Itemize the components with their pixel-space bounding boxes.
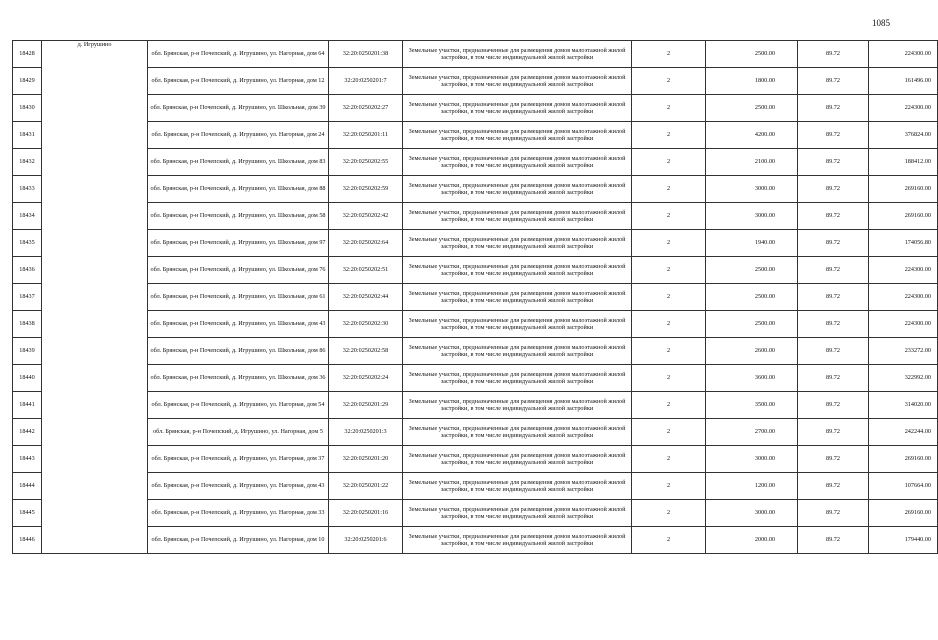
- land-category-cell: Земельные участки, предназначенные для размещения домов малоэтажной жилой застройки, в том числе индивидуальной жилой застройки: [403, 257, 632, 284]
- cadastral-number-cell: 32:20:0250201:6: [329, 527, 403, 554]
- area-cell: 1940.00: [706, 230, 798, 257]
- cadastral-value-cell: 242244.00: [869, 419, 938, 446]
- cadastral-value-cell: 161496.00: [869, 68, 938, 95]
- group-code-cell: 2: [632, 473, 706, 500]
- land-category-cell: Земельные участки, предназначенные для размещения домов малоэтажной жилой застройки, в том числе индивидуальной жилой застройки: [403, 203, 632, 230]
- cadastral-value-cell: 376824.00: [869, 122, 938, 149]
- area-cell: 2500.00: [706, 257, 798, 284]
- table-row: [13, 41, 938, 68]
- specific-value-cell: 89.72: [798, 176, 869, 203]
- row-number: 18439: [13, 338, 42, 365]
- row-number: 18434: [13, 203, 42, 230]
- land-category-cell: Земельные участки, предназначенные для размещения домов малоэтажной жилой застройки, в том числе индивидуальной жилой застройки: [403, 500, 632, 527]
- row-number: 18433: [13, 176, 42, 203]
- land-category-cell: Земельные участки, предназначенные для размещения домов малоэтажной жилой застройки, в том числе индивидуальной жилой застройки: [403, 446, 632, 473]
- table-row: [13, 500, 938, 527]
- address-cell: обл. Брянская, р-н Почепский, д. Игрушино, ул. Школьная, дом 86: [148, 338, 329, 365]
- land-category-cell: Земельные участки, предназначенные для размещения домов малоэтажной жилой застройки, в том числе индивидуальной жилой застройки: [403, 122, 632, 149]
- cadastral-value-cell: 107664.00: [869, 473, 938, 500]
- area-cell: 3500.00: [706, 392, 798, 419]
- group-code-cell: 2: [632, 446, 706, 473]
- address-cell: обл. Брянская, р-н Почепский, д. Игрушино, ул. Школьная, дом 88: [148, 176, 329, 203]
- cadastral-number-cell: 32:20:0250201:38: [329, 41, 403, 68]
- group-code-cell: 2: [632, 500, 706, 527]
- cadastral-number-cell: 32:20:0250202:59: [329, 176, 403, 203]
- address-cell: обл. Брянская, р-н Почепский, д. Игрушино, ул. Нагорная, дом 12: [148, 68, 329, 95]
- specific-value-cell: 89.72: [798, 68, 869, 95]
- cadastral-number-cell: 32:20:0250202:30: [329, 311, 403, 338]
- cadastral-value-cell: 269160.00: [869, 500, 938, 527]
- address-cell: обл. Брянская, р-н Почепский, д. Игрушино, ул. Школьная, дом 58: [148, 203, 329, 230]
- row-number: 18442: [13, 419, 42, 446]
- area-cell: 2500.00: [706, 41, 798, 68]
- area-cell: 1200.00: [706, 473, 798, 500]
- specific-value-cell: 89.72: [798, 257, 869, 284]
- cadastral-value-cell: 224300.00: [869, 95, 938, 122]
- table-row: [13, 176, 938, 203]
- group-code-cell: 2: [632, 122, 706, 149]
- specific-value-cell: 89.72: [798, 392, 869, 419]
- cadastral-number-cell: 32:20:0250202:58: [329, 338, 403, 365]
- specific-value-cell: 89.72: [798, 311, 869, 338]
- cadastral-number-cell: 32:20:0250202:44: [329, 284, 403, 311]
- land-category-cell: Земельные участки, предназначенные для размещения домов малоэтажной жилой застройки, в том числе индивидуальной жилой застройки: [403, 311, 632, 338]
- address-cell: обл. Брянская, р-н Почепский, д. Игрушино, ул. Нагорная, дом 33: [148, 500, 329, 527]
- row-number: 18437: [13, 284, 42, 311]
- cadastral-number-cell: 32:20:0250202:51: [329, 257, 403, 284]
- group-code-cell: 2: [632, 257, 706, 284]
- land-category-cell: Земельные участки, предназначенные для размещения домов малоэтажной жилой застройки, в том числе индивидуальной жилой застройки: [403, 41, 632, 68]
- group-code-cell: 2: [632, 230, 706, 257]
- locality-cell: д. Игрушино: [42, 41, 148, 554]
- specific-value-cell: 89.72: [798, 419, 869, 446]
- cadastral-number-cell: 32:20:0250201:29: [329, 392, 403, 419]
- specific-value-cell: 89.72: [798, 95, 869, 122]
- specific-value-cell: 89.72: [798, 338, 869, 365]
- address-cell: обл. Брянская, р-н Почепский, д. Игрушино, ул. Школьная, дом 76: [148, 257, 329, 284]
- row-number: 18440: [13, 365, 42, 392]
- address-cell: обл. Брянская, р-н Почепский, д. Игрушино, ул. Школьная, дом 83: [148, 149, 329, 176]
- cadastral-number-cell: 32:20:0250202:64: [329, 230, 403, 257]
- group-code-cell: 2: [632, 203, 706, 230]
- table-row: [13, 311, 938, 338]
- group-code-cell: 2: [632, 68, 706, 95]
- cadastral-number-cell: 32:20:0250201:20: [329, 446, 403, 473]
- area-cell: 3000.00: [706, 176, 798, 203]
- land-category-cell: Земельные участки, предназначенные для размещения домов малоэтажной жилой застройки, в том числе индивидуальной жилой застройки: [403, 419, 632, 446]
- area-cell: 3000.00: [706, 446, 798, 473]
- row-number: 18444: [13, 473, 42, 500]
- land-category-cell: Земельные участки, предназначенные для размещения домов малоэтажной жилой застройки, в том числе индивидуальной жилой застройки: [403, 95, 632, 122]
- land-category-cell: Земельные участки, предназначенные для размещения домов малоэтажной жилой застройки, в том числе индивидуальной жилой застройки: [403, 230, 632, 257]
- specific-value-cell: 89.72: [798, 527, 869, 554]
- table-row: [13, 122, 938, 149]
- table-row: [13, 149, 938, 176]
- group-code-cell: 2: [632, 95, 706, 122]
- table-row: [13, 419, 938, 446]
- address-cell: обл. Брянская, р-н Почепский, д. Игрушино, ул. Школьная, дом 36: [148, 365, 329, 392]
- land-category-cell: Земельные участки, предназначенные для размещения домов малоэтажной жилой застройки, в том числе индивидуальной жилой застройки: [403, 176, 632, 203]
- specific-value-cell: 89.72: [798, 122, 869, 149]
- cadastral-value-cell: 314020.00: [869, 392, 938, 419]
- cadastral-number-cell: 32:20:0250202:27: [329, 95, 403, 122]
- cadastral-value-cell: 224300.00: [869, 41, 938, 68]
- specific-value-cell: 89.72: [798, 149, 869, 176]
- land-category-cell: Земельные участки, предназначенные для размещения домов малоэтажной жилой застройки, в том числе индивидуальной жилой застройки: [403, 284, 632, 311]
- area-cell: 2000.00: [706, 527, 798, 554]
- group-code-cell: 2: [632, 311, 706, 338]
- address-cell: обл. Брянская, р-н Почепский, д. Игрушино, ул. Школьная, дом 97: [148, 230, 329, 257]
- table-body: [13, 41, 938, 554]
- address-cell: обл. Брянская, р-н Почепский, д. Игрушино, ул. Нагорная, дом 24: [148, 122, 329, 149]
- cadastral-value-cell: 224300.00: [869, 311, 938, 338]
- group-code-cell: 2: [632, 284, 706, 311]
- row-number: 18435: [13, 230, 42, 257]
- land-category-cell: Земельные участки, предназначенные для размещения домов малоэтажной жилой застройки, в том числе индивидуальной жилой застройки: [403, 149, 632, 176]
- land-category-cell: Земельные участки, предназначенные для размещения домов малоэтажной жилой застройки, в том числе индивидуальной жилой застройки: [403, 68, 632, 95]
- area-cell: 1800.00: [706, 68, 798, 95]
- group-code-cell: 2: [632, 365, 706, 392]
- group-code-cell: 2: [632, 149, 706, 176]
- row-number: 18436: [13, 257, 42, 284]
- group-code-cell: 2: [632, 41, 706, 68]
- cadastral-value-cell: 322992.00: [869, 365, 938, 392]
- table-row: [13, 68, 938, 95]
- address-cell: обл. Брянская, р-н Почепский, д. Игрушино, ул. Нагорная, дом 54: [148, 392, 329, 419]
- address-cell: обл. Брянская, р-н Почепский, д. Игрушино, ул. Нагорная, дом 43: [148, 473, 329, 500]
- row-number: 18432: [13, 149, 42, 176]
- row-number: 18441: [13, 392, 42, 419]
- area-cell: 3000.00: [706, 203, 798, 230]
- table-row: [13, 257, 938, 284]
- specific-value-cell: 89.72: [798, 365, 869, 392]
- row-number: 18431: [13, 122, 42, 149]
- address-cell: обл. Брянская, р-н Почепский, д. Игрушино, ул. Школьная, дом 39: [148, 95, 329, 122]
- table-row: [13, 365, 938, 392]
- address-cell: обл. Брянская, р-н Почепский, д. Игрушино, ул. Нагорная, дом 64: [148, 41, 329, 68]
- cadastral-value-cell: 269160.00: [869, 176, 938, 203]
- area-cell: 3000.00: [706, 500, 798, 527]
- area-cell: 2600.00: [706, 338, 798, 365]
- row-number: 18443: [13, 446, 42, 473]
- area-cell: 2700.00: [706, 419, 798, 446]
- specific-value-cell: 89.72: [798, 500, 869, 527]
- specific-value-cell: 89.72: [798, 446, 869, 473]
- address-cell: обл. Брянская, р-н Почепский, д. Игрушино, ул. Нагорная, дом 37: [148, 446, 329, 473]
- area-cell: 2500.00: [706, 284, 798, 311]
- cadastral-value-cell: 174056.80: [869, 230, 938, 257]
- cadastral-value-table: [12, 40, 938, 554]
- table-row: [13, 95, 938, 122]
- cadastral-number-cell: 32:20:0250201:16: [329, 500, 403, 527]
- row-number: 18445: [13, 500, 42, 527]
- group-code-cell: 2: [632, 338, 706, 365]
- cadastral-number-cell: 32:20:0250201:3: [329, 419, 403, 446]
- page-number: 1085: [872, 18, 890, 28]
- area-cell: 2100.00: [706, 149, 798, 176]
- land-category-cell: Земельные участки, предназначенные для размещения домов малоэтажной жилой застройки, в том числе индивидуальной жилой застройки: [403, 473, 632, 500]
- table-row: [13, 284, 938, 311]
- group-code-cell: 2: [632, 392, 706, 419]
- area-cell: 2500.00: [706, 95, 798, 122]
- land-category-cell: Земельные участки, предназначенные для размещения домов малоэтажной жилой застройки, в том числе индивидуальной жилой застройки: [403, 392, 632, 419]
- specific-value-cell: 89.72: [798, 473, 869, 500]
- land-category-cell: Земельные участки, предназначенные для размещения домов малоэтажной жилой застройки, в том числе индивидуальной жилой застройки: [403, 527, 632, 554]
- address-cell: обл. Брянская, р-н Почепский, д. Игрушино, ул. Школьная, дом 61: [148, 284, 329, 311]
- cadastral-number-cell: 32:20:0250201:22: [329, 473, 403, 500]
- table-row: [13, 392, 938, 419]
- table-row: [13, 527, 938, 554]
- area-cell: 4200.00: [706, 122, 798, 149]
- row-number: 18428: [13, 41, 42, 68]
- address-cell: обл. Брянская, р-н Почепский, д. Игрушино, ул. Школьная, дом 43: [148, 311, 329, 338]
- cadastral-value-cell: 233272.00: [869, 338, 938, 365]
- address-cell: обл. Брянская, р-н Почепский, д. Игрушино, ул. Нагорная, дом 5: [148, 419, 329, 446]
- specific-value-cell: 89.72: [798, 203, 869, 230]
- row-number: 18429: [13, 68, 42, 95]
- row-number: 18446: [13, 527, 42, 554]
- specific-value-cell: 89.72: [798, 230, 869, 257]
- group-code-cell: 2: [632, 419, 706, 446]
- cadastral-number-cell: 32:20:0250201:11: [329, 122, 403, 149]
- cadastral-value-cell: 179440.00: [869, 527, 938, 554]
- cadastral-number-cell: 32:20:0250202:55: [329, 149, 403, 176]
- specific-value-cell: 89.72: [798, 41, 869, 68]
- table-row: [13, 446, 938, 473]
- table-row: [13, 473, 938, 500]
- cadastral-value-cell: 224300.00: [869, 284, 938, 311]
- group-code-cell: 2: [632, 527, 706, 554]
- area-cell: 3600.00: [706, 365, 798, 392]
- group-code-cell: 2: [632, 176, 706, 203]
- cadastral-number-cell: 32:20:0250202:42: [329, 203, 403, 230]
- table-row: [13, 338, 938, 365]
- cadastral-value-cell: 269160.00: [869, 446, 938, 473]
- cadastral-value-cell: 269160.00: [869, 203, 938, 230]
- land-category-cell: Земельные участки, предназначенные для размещения домов малоэтажной жилой застройки, в том числе индивидуальной жилой застройки: [403, 338, 632, 365]
- cadastral-number-cell: 32:20:0250202:24: [329, 365, 403, 392]
- address-cell: обл. Брянская, р-н Почепский, д. Игрушино, ул. Нагорная, дом 10: [148, 527, 329, 554]
- table-row: [13, 203, 938, 230]
- land-category-cell: Земельные участки, предназначенные для размещения домов малоэтажной жилой застройки, в том числе индивидуальной жилой застройки: [403, 365, 632, 392]
- row-number: 18438: [13, 311, 42, 338]
- cadastral-value-cell: 224300.00: [869, 257, 938, 284]
- table-row: [13, 230, 938, 257]
- row-number: 18430: [13, 95, 42, 122]
- area-cell: 2500.00: [706, 311, 798, 338]
- cadastral-value-cell: 188412.00: [869, 149, 938, 176]
- cadastral-number-cell: 32:20:0250201:7: [329, 68, 403, 95]
- specific-value-cell: 89.72: [798, 284, 869, 311]
